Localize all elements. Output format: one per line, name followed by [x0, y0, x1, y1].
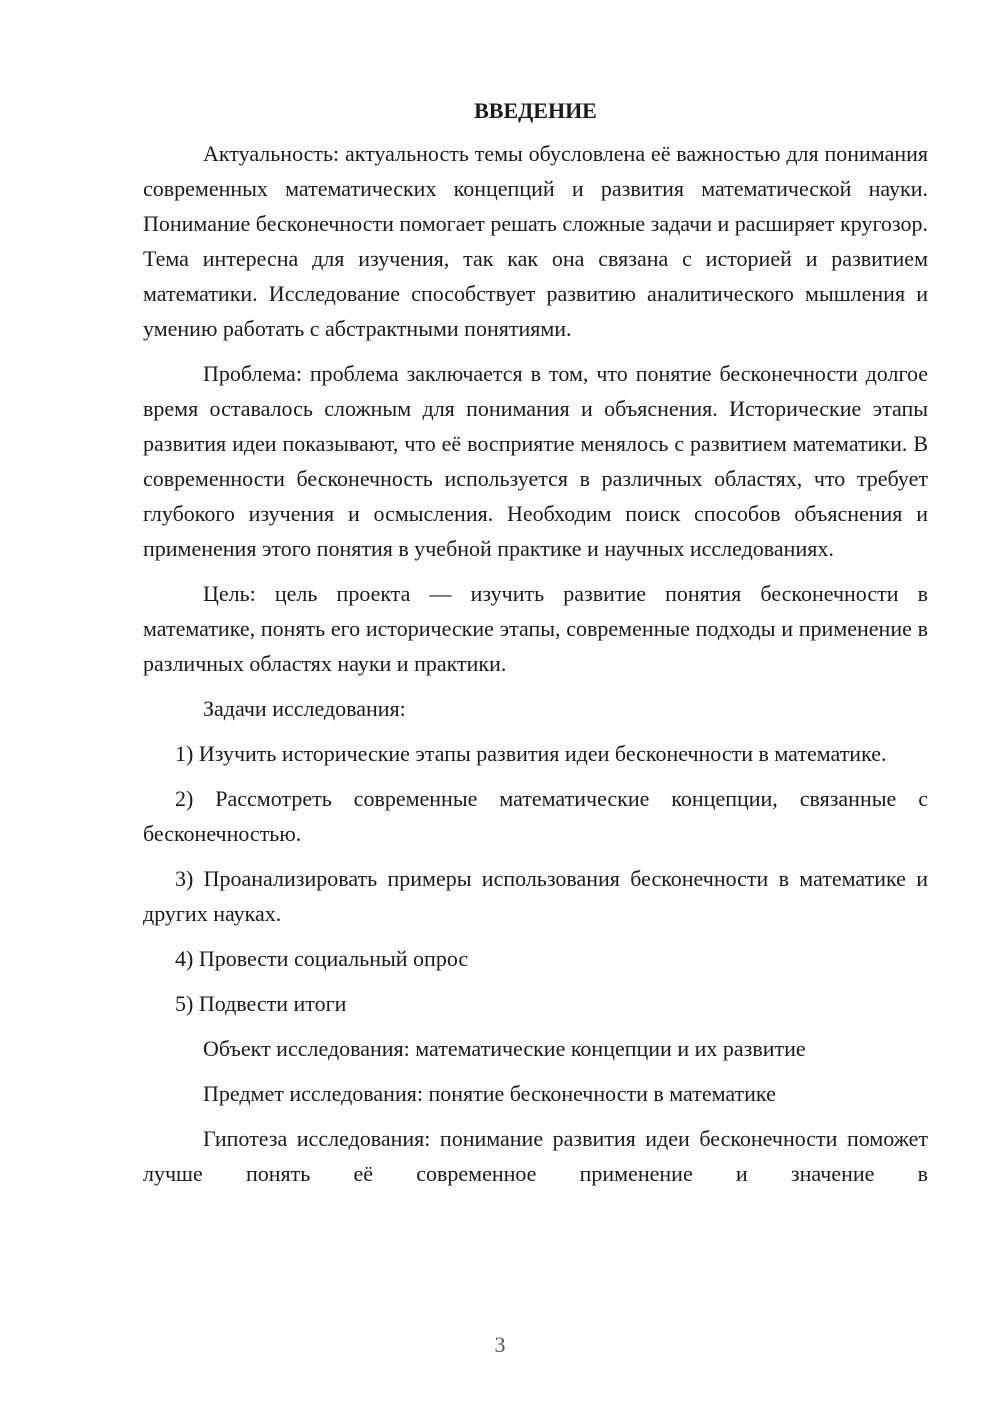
object-paragraph: Объект исследования: математические концепции и их развитие — [203, 1036, 806, 1061]
problem-paragraph: Проблема: проблема заключается в том, что понятие бесконечности долгое время оставалось сложным для понимания и объяснения. Исторические этапы развития идеи показывают, что её восприятие менялось с развитием математики. В современности бесконечность используется в различных областях, что требует глубокого изучения и осмысления. Необходим поиск способов объяснения и применения этого понятия в учебной практике и научных исследованиях. — [143, 361, 928, 561]
list-item: 1) Изучить исторические этапы развития идеи бесконечности в математике. — [175, 741, 887, 766]
list-item: 2) Рассмотреть современные математические концепции, связанные с бесконечностью. — [143, 786, 928, 846]
document-page — [143, 96, 928, 1201]
page-number: 3 — [494, 1332, 506, 1357]
tasks-heading: Задачи исследования: — [203, 696, 406, 721]
subject-paragraph: Предмет исследования: понятие бесконечности в математике — [203, 1081, 776, 1106]
relevance-paragraph: Актуальность: актуальность темы обусловлена её важностью для понимания современных математических концепций и развития математической науки. Понимание бесконечности помогает решать сложные задачи и расширяет кругозор. Тема интересна для изучения, так как она связана с историей и развитием математики. Исследование способствует развитию аналитического мышления и умению работать с абстрактными понятиями. — [143, 141, 928, 341]
section-title: ВВЕДЕНИЕ — [474, 98, 597, 123]
list-item: 5) Подвести итоги — [175, 991, 347, 1016]
tasks-list — [143, 736, 928, 1021]
list-item: 4) Провести социальный опрос — [175, 946, 469, 971]
goal-paragraph: Цель: цель проекта — изучить развитие понятия бесконечности в математике, понять его исторические этапы, современные подходы и применение в различных областях науки и практики. — [143, 581, 928, 676]
hypothesis-paragraph: Гипотеза исследования: понимание развития идеи бесконечности поможет лучше понять её современное применение и значение в — [143, 1126, 928, 1186]
list-item: 3) Проанализировать примеры использования бесконечности в математике и других науках. — [143, 866, 928, 926]
